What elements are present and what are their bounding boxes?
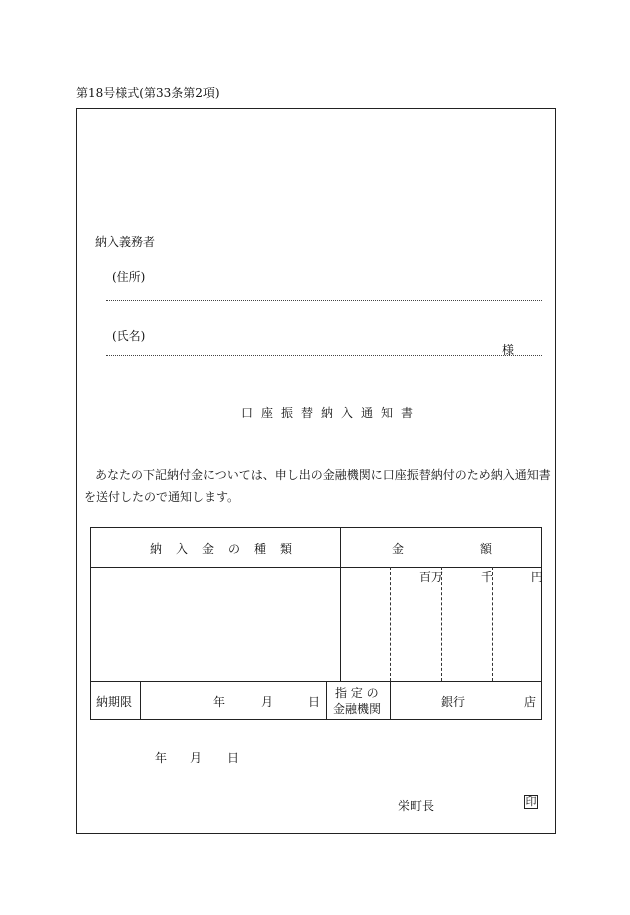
institution-divider-left <box>326 681 327 719</box>
honorific: 様 <box>502 343 515 357</box>
header-payment-type: 納入金の種類 <box>150 542 307 556</box>
issue-date-month: 月 <box>190 751 203 765</box>
table-header-divider <box>91 567 541 568</box>
branch-label: 店 <box>524 695 537 709</box>
name-label: (氏名) <box>112 329 146 343</box>
deadline-day: 日 <box>308 695 321 709</box>
deadline-month: 月 <box>261 695 274 709</box>
institution-label-1: 指 定 の <box>335 686 379 700</box>
issue-date-year: 年 <box>155 751 168 765</box>
body-line-1: あなたの下記納付金については、申し出の金融機関に口座振替納付のため納入通知書 <box>95 468 551 482</box>
signer-title: 栄町長 <box>398 799 435 813</box>
unit-million: 百万 <box>419 570 444 584</box>
seal-mark: 印 <box>525 795 537 808</box>
digit-separator-1 <box>390 567 391 681</box>
deadline-divider <box>140 681 141 719</box>
institution-divider-right <box>390 681 391 719</box>
table-footer-divider <box>91 681 541 682</box>
form-number: 第18号様式(第33条第2項) <box>76 86 220 100</box>
unit-thousand: 千 <box>481 570 494 584</box>
document-title: 口座振替納入通知書 <box>241 406 422 420</box>
address-label: (住所) <box>112 270 146 284</box>
address-line <box>106 300 542 301</box>
type-amount-divider <box>340 528 341 681</box>
header-amount-right: 額 <box>480 542 493 556</box>
body-line-2: を送付したので通知します。 <box>84 490 240 504</box>
payer-label: 納入義務者 <box>95 235 156 249</box>
institution-label-2: 金融機関 <box>333 702 382 716</box>
deadline-label: 納期限 <box>96 695 133 709</box>
deadline-year: 年 <box>213 695 226 709</box>
header-amount-left: 金 <box>392 542 405 556</box>
unit-yen: 円 <box>531 570 544 584</box>
name-line <box>106 355 542 356</box>
issue-date-day: 日 <box>227 751 240 765</box>
bank-label: 銀行 <box>441 695 466 709</box>
